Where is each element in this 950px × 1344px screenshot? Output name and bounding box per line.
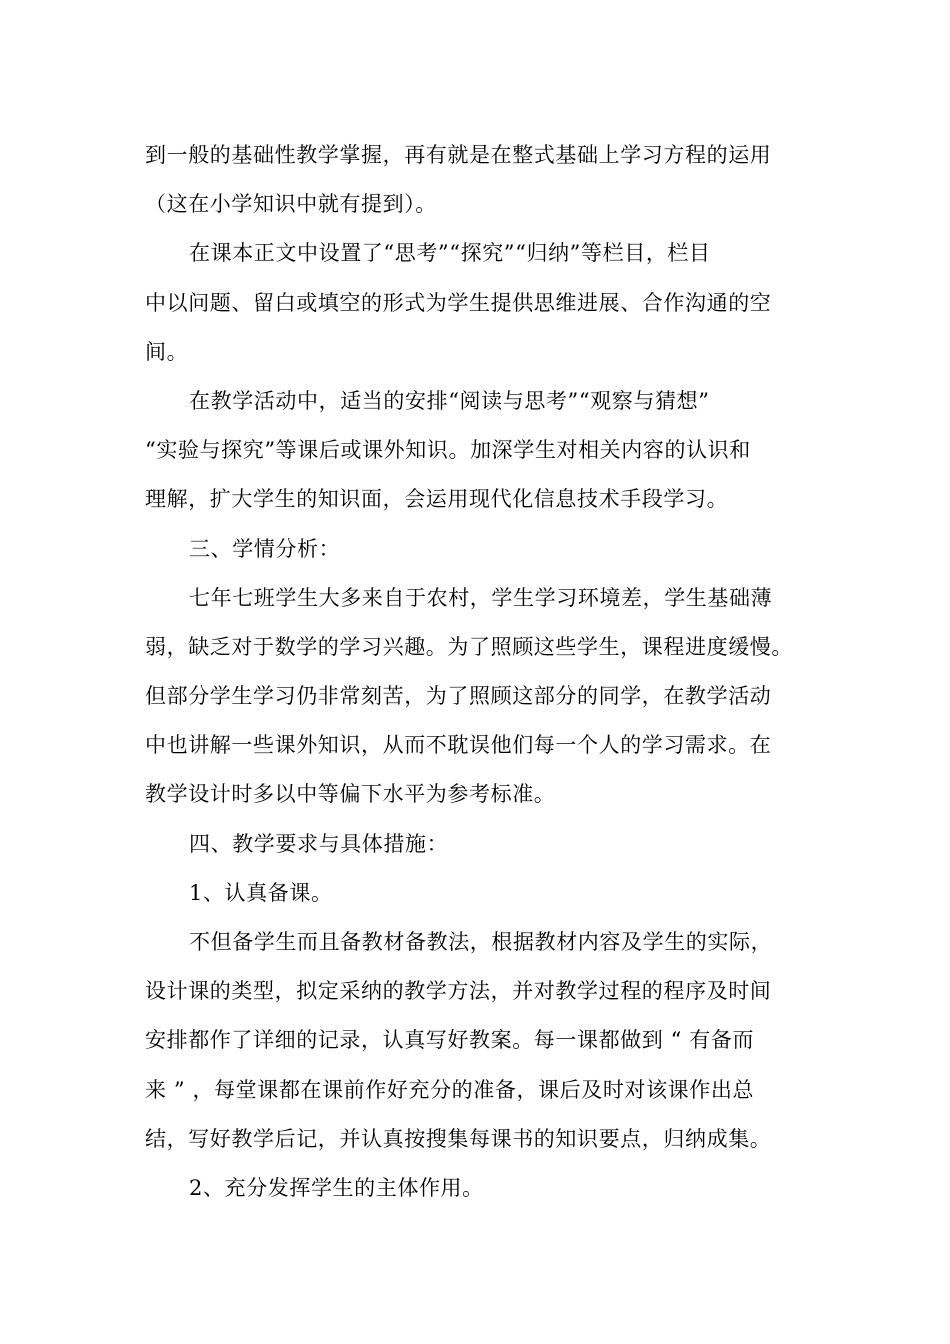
text-line: 在教学活动中，适当的安排“阅读与思考”“观察与猜想”: [189, 388, 710, 413]
text-line: “实验与探究”等课后或课外知识。加深学生对相关内容的认识和: [145, 438, 751, 463]
text-line: 教学设计时多以中等偏下水平为参考标准。: [145, 782, 556, 807]
paragraph-student-analysis: [145, 574, 820, 820]
text-line: 中也讲解一些课外知识，从而不耽误他们每一个人的学习需求。在: [145, 733, 772, 758]
subheading-student-role: [145, 1164, 820, 1213]
subheading: 2、充分发挥学生的主体作用。: [189, 1175, 484, 1200]
section-heading: 四、教学要求与具体措施：: [189, 831, 449, 856]
paragraph-lesson-prep: [145, 918, 820, 1164]
text-line: 设计课的类型，拟定采纳的教学方法，并对教学过程的程序及时间: [145, 979, 772, 1004]
text-line: 弱，缺乏对于数学的学习兴趣。为了照顾这些学生，课程进度缓慢。: [145, 634, 793, 659]
section-heading-student-analysis: [145, 525, 820, 574]
text-line: 不但备学生而且备教材备教法，根据教材内容及学生的实际，: [189, 930, 773, 954]
section-heading: 三、学情分析：: [189, 536, 341, 561]
subheading: 1、认真备课。: [189, 880, 333, 905]
document-page: [145, 131, 820, 1213]
paragraph-continuation: [145, 131, 820, 229]
section-heading-requirements: [145, 820, 820, 869]
text-line: 间。: [145, 339, 189, 364]
text-line: 七年七班学生大多来自于农村，学生学习环境差，学生基础薄: [189, 585, 773, 610]
text-line: 结，写好教学后记，并认真按搜集每课书的知识要点，归纳成集。: [145, 1126, 772, 1151]
text-line: 安排都作了详细的记录，认真写好教案。每一课都做到 “ 有备而: [145, 1028, 755, 1053]
subheading-lesson-prep: [145, 869, 820, 918]
text-line: 来 ” ，每堂课都在课前作好充分的准备，课后及时对该课作出总: [145, 1077, 755, 1102]
text-line: 但部分学生学习仍非常刻苦，为了照顾这部分的同学，在教学活动: [145, 684, 772, 709]
paragraph-teaching-activities: [145, 377, 820, 525]
text-line: 到一般的基础性教学掌握，再有就是在整式基础上学习方程的运用: [145, 143, 772, 167]
paragraph-textbook-columns: [145, 229, 820, 377]
text-line: 中以问题、留白或填空的形式为学生提供思维进展、合作沟通的空: [145, 290, 772, 315]
text-line: （这在小学知识中就有提到）。: [145, 192, 437, 217]
text-line: 在课本正文中设置了“思考”“探究”“归纳”等栏目，栏目: [189, 241, 711, 266]
text-line: 理解，扩大学生的知识面，会运用现代化信息技术手段学习。: [145, 487, 729, 512]
